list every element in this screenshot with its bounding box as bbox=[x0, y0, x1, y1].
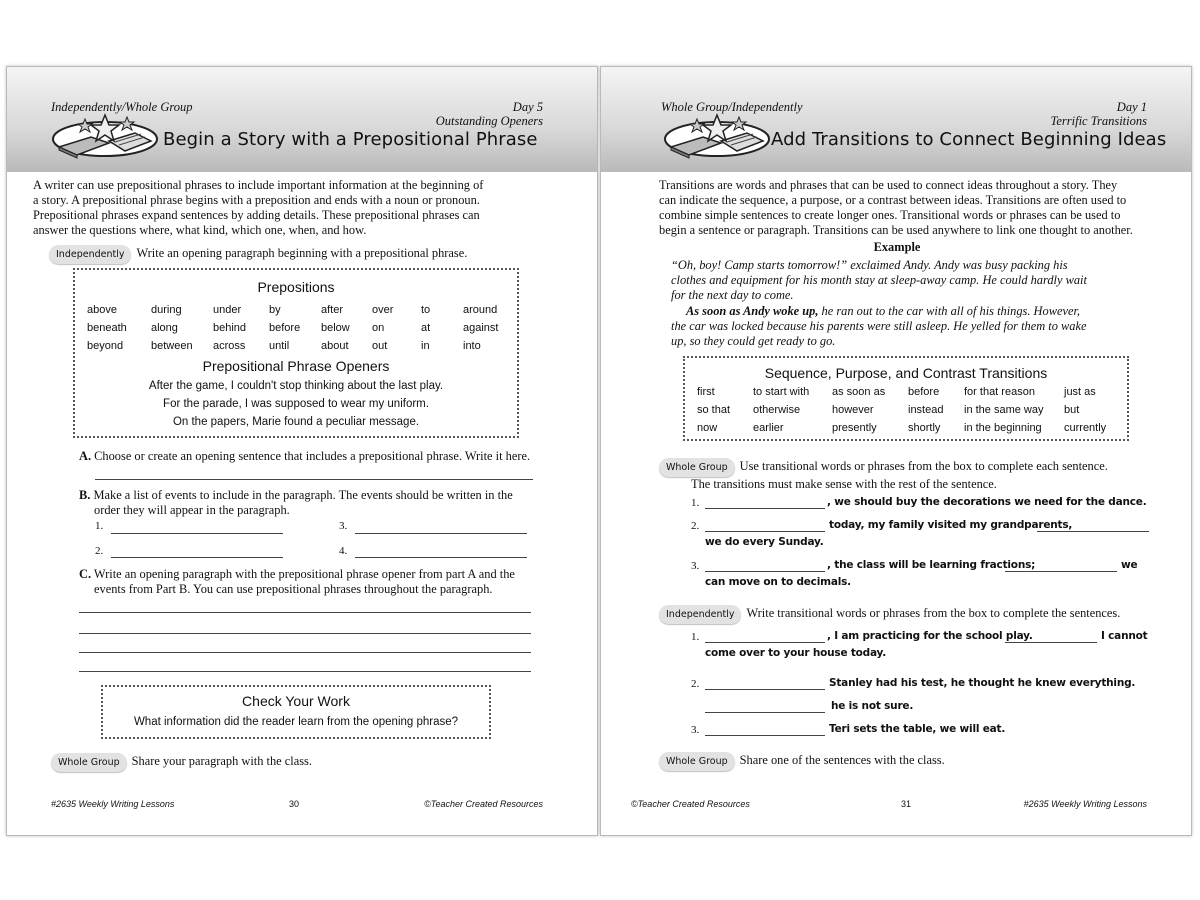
left-page bbox=[6, 66, 598, 836]
intro-paragraph bbox=[659, 178, 1179, 238]
transition-word: to start with bbox=[753, 386, 810, 398]
example-bold-transition: As soon as Andy woke up, bbox=[686, 304, 819, 318]
preposition-word: beneath bbox=[87, 322, 127, 334]
left-header bbox=[7, 67, 597, 172]
transition-word: in the beginning bbox=[964, 422, 1042, 434]
item-num: 3. bbox=[691, 560, 700, 572]
intro-line: can indicate the sequence, a purpose, or a contrast between ideas. Transitions are often used to bbox=[659, 193, 1127, 207]
preposition-word: before bbox=[269, 322, 301, 334]
example-paragraph-1 bbox=[671, 258, 1171, 303]
day-label: Day 1 bbox=[1116, 100, 1147, 114]
openers-title: Prepositional Phrase Openers bbox=[202, 358, 390, 374]
item-text: he is not sure. bbox=[831, 700, 914, 712]
whole-group-badge: Whole Group bbox=[659, 752, 735, 771]
blank-line[interactable] bbox=[1005, 642, 1097, 643]
transitions-title: Sequence, Purpose, and Contrast Transitions bbox=[764, 365, 1048, 381]
right-page bbox=[600, 66, 1192, 836]
paragraph-line[interactable] bbox=[79, 633, 531, 634]
item-num: 1. bbox=[691, 631, 700, 643]
blank-line[interactable] bbox=[705, 712, 825, 713]
preposition-word: across bbox=[213, 340, 246, 352]
footer-right: ©Teacher Created Resources bbox=[424, 799, 543, 809]
list-line[interactable] bbox=[111, 557, 283, 558]
intro-line: answer the questions where, what kind, which one, when, and how. bbox=[33, 223, 367, 237]
item-num: 1. bbox=[691, 497, 700, 509]
example-line: the car was locked because his parents were still asleep. He yelled for them to wake bbox=[671, 319, 1087, 333]
blank-line[interactable] bbox=[1005, 571, 1117, 572]
preposition-word: over bbox=[372, 304, 394, 316]
preposition-word: into bbox=[463, 340, 481, 352]
transition-word: as soon as bbox=[832, 386, 886, 398]
intro-line: Transitions are words and phrases that can be used to connect ideas throughout a story. They bbox=[659, 178, 1118, 192]
item-text: Teri sets the table, we will eat. bbox=[829, 723, 1006, 735]
unit-subtitle: Outstanding Openers bbox=[435, 114, 543, 128]
part-b-text-2: order they will appear in the paragraph. bbox=[94, 503, 290, 517]
item-text: can move on to decimals. bbox=[705, 576, 851, 588]
preposition-word: about bbox=[321, 340, 349, 352]
item-text: , the class will be learning fractions; bbox=[827, 559, 1036, 571]
day-label: Day 5 bbox=[512, 100, 543, 114]
preposition-word: between bbox=[151, 340, 193, 352]
whole-group-share bbox=[51, 753, 571, 772]
blank-line[interactable] bbox=[705, 531, 825, 532]
intro-paragraph bbox=[33, 178, 573, 238]
part-b-text: Make a list of events to include in the paragraph. The events should be written in the bbox=[93, 488, 513, 502]
intro-line: Prepositional phrases expand sentences by adding details. These prepositional phrases can bbox=[33, 208, 480, 222]
paragraph-line[interactable] bbox=[79, 652, 531, 653]
intro-line: A writer can use prepositional phrases to include important information at the beginning of bbox=[33, 178, 484, 192]
item-text: , we should buy the decorations we need for the dance. bbox=[827, 496, 1147, 508]
list-num: 1. bbox=[95, 520, 104, 532]
example-line: clothes and equipment for his month stay at sleep-away camp. He could hardly wait bbox=[671, 273, 1087, 287]
paragraph-line[interactable] bbox=[79, 612, 531, 613]
blank-line[interactable] bbox=[705, 508, 825, 509]
part-c-text-2: events from Part B. You can use prepositional phrases throughout the paragraph. bbox=[94, 582, 493, 596]
prepositions-title: Prepositions bbox=[257, 279, 335, 295]
instruction-text: Use transitional words or phrases from the box to complete each sentence. bbox=[739, 459, 1108, 473]
preposition-word: during bbox=[151, 304, 182, 316]
stars-book-logo-icon bbox=[51, 113, 159, 159]
independently-instruction bbox=[49, 245, 569, 264]
intro-line: begin a sentence or paragraph. Transitions can be used anywhere to link one thought to another. bbox=[659, 223, 1133, 237]
whole-group-share bbox=[659, 752, 1179, 771]
page-number: 30 bbox=[289, 799, 300, 809]
stars-book-logo-icon bbox=[663, 113, 771, 159]
preposition-word: beyond bbox=[87, 340, 124, 352]
prepositions-box bbox=[73, 268, 519, 438]
blank-line[interactable] bbox=[705, 735, 825, 736]
item-text: Stanley had his test, he thought he knew everything. bbox=[829, 677, 1136, 689]
transition-word: however bbox=[832, 404, 874, 416]
footer-left: #2635 Weekly Writing Lessons bbox=[51, 799, 175, 809]
blank-line[interactable] bbox=[705, 571, 825, 572]
check-your-work-box bbox=[101, 685, 491, 739]
preposition-word: behind bbox=[213, 322, 247, 334]
whole-group-badge: Whole Group bbox=[51, 753, 127, 772]
share-text: Share your paragraph with the class. bbox=[131, 754, 312, 768]
example-title: Example bbox=[873, 240, 921, 254]
preposition-word: out bbox=[372, 340, 388, 352]
item-text: today, my family visited my grandparents, bbox=[829, 519, 1073, 531]
transition-word: presently bbox=[832, 422, 877, 434]
item-num: 2. bbox=[691, 520, 700, 532]
part-c-text: Write an opening paragraph with the prepositional phrase opener from part A and the bbox=[93, 567, 515, 581]
preposition-word: on bbox=[372, 322, 385, 334]
instruction-text: Write transitional words or phrases from the box to complete the sentences. bbox=[746, 606, 1121, 620]
independently-instruction bbox=[659, 605, 1189, 624]
instruction-text: Write an opening paragraph beginning with a prepositional phrase. bbox=[136, 246, 468, 260]
page-number: 31 bbox=[901, 799, 912, 809]
part-c bbox=[79, 567, 579, 597]
example-line: for the next day to come. bbox=[671, 288, 794, 302]
independently-badge: Independently bbox=[49, 245, 131, 264]
intro-line: a story. A prepositional phrase begins with a preposition and ends with a noun or pronoun. bbox=[33, 193, 480, 207]
transition-word: instead bbox=[908, 404, 944, 416]
part-b-letter: B. bbox=[79, 488, 91, 502]
example-paragraph-2 bbox=[671, 304, 1181, 349]
instruction-text-2: The transitions must make sense with the rest of the sentence. bbox=[691, 477, 997, 491]
transition-word: shortly bbox=[908, 422, 941, 434]
part-b bbox=[79, 488, 579, 518]
transition-word: for that reason bbox=[964, 386, 1035, 398]
list-num: 4. bbox=[339, 545, 348, 557]
transition-word: in the same way bbox=[964, 404, 1044, 416]
transition-word: currently bbox=[1064, 422, 1107, 434]
footer-left: ©Teacher Created Resources bbox=[631, 799, 750, 809]
opener-example: For the parade, I was supposed to wear my uniform. bbox=[163, 398, 429, 410]
check-title: Check Your Work bbox=[242, 693, 350, 709]
preposition-word: against bbox=[463, 322, 499, 334]
opener-example: On the papers, Marie found a peculiar message. bbox=[172, 416, 420, 428]
check-question: What information did the reader learn from the opening phrase? bbox=[133, 716, 459, 728]
transitions-box bbox=[683, 356, 1129, 441]
page-title: Begin a Story with a Prepositional Phrase bbox=[163, 129, 538, 150]
list-line[interactable] bbox=[355, 557, 527, 558]
whole-group-instruction bbox=[659, 458, 1189, 492]
answer-line[interactable] bbox=[95, 479, 533, 480]
transition-word: just as bbox=[1064, 386, 1096, 398]
share-text: Share one of the sentences with the class. bbox=[739, 753, 945, 767]
preposition-word: above bbox=[87, 304, 117, 316]
example-line: up, so they could get ready to go. bbox=[671, 334, 836, 348]
blank-line[interactable] bbox=[705, 689, 825, 690]
list-line[interactable] bbox=[111, 533, 283, 534]
part-a bbox=[79, 449, 579, 464]
opener-example: After the game, I couldn't stop thinking about the last play. bbox=[148, 380, 444, 392]
part-c-letter: C. bbox=[79, 567, 92, 581]
group-label: Whole Group/Independently bbox=[661, 100, 803, 114]
group-label: Independently/Whole Group bbox=[51, 100, 193, 114]
right-header bbox=[601, 67, 1191, 172]
item-text: we do every Sunday. bbox=[705, 536, 824, 548]
item-text: come over to your house today. bbox=[705, 647, 886, 659]
transition-word: but bbox=[1064, 404, 1080, 416]
blank-line[interactable] bbox=[705, 642, 825, 643]
preposition-word: along bbox=[151, 322, 178, 334]
preposition-word: at bbox=[421, 322, 431, 334]
item-text: I cannot bbox=[1101, 630, 1148, 642]
preposition-word: in bbox=[421, 340, 430, 352]
transition-word: so that bbox=[697, 404, 731, 416]
whole-group-badge: Whole Group bbox=[659, 458, 735, 477]
part-a-text: Choose or create an opening sentence that includes a prepositional phrase. Write it here. bbox=[94, 449, 531, 463]
unit-subtitle: Terrific Transitions bbox=[1050, 114, 1147, 128]
preposition-word: until bbox=[269, 340, 290, 352]
part-a-letter: A. bbox=[79, 449, 92, 463]
example-line: “Oh, boy! Camp starts tomorrow!” exclaimed Andy. Andy was busy packing his bbox=[671, 258, 1068, 272]
preposition-word: to bbox=[421, 304, 431, 316]
transition-word: before bbox=[908, 386, 940, 398]
item-num: 3. bbox=[691, 724, 700, 736]
list-line[interactable] bbox=[355, 533, 527, 534]
list-num: 3. bbox=[339, 520, 348, 532]
independently-badge: Independently bbox=[659, 605, 741, 624]
page-title: Add Transitions to Connect Beginning Ideas bbox=[771, 129, 1167, 150]
blank-line[interactable] bbox=[1037, 531, 1149, 532]
example-line: he ran out to the car with all of his things. However, bbox=[818, 304, 1081, 318]
preposition-word: below bbox=[321, 322, 350, 334]
list-num: 2. bbox=[95, 545, 104, 557]
paragraph-line[interactable] bbox=[79, 671, 531, 672]
footer-right: #2635 Weekly Writing Lessons bbox=[1023, 799, 1147, 809]
item-text: , I am practicing for the school play. bbox=[827, 630, 1033, 642]
transition-word: now bbox=[697, 422, 718, 434]
preposition-word: around bbox=[463, 304, 498, 316]
transition-word: earlier bbox=[753, 422, 784, 434]
preposition-word: by bbox=[269, 304, 281, 316]
item-num: 2. bbox=[691, 678, 700, 690]
transition-word: first bbox=[697, 386, 715, 398]
item-text: we bbox=[1121, 559, 1138, 571]
preposition-word: after bbox=[321, 304, 344, 316]
preposition-word: under bbox=[213, 304, 242, 316]
intro-line: combine simple sentences to create longer ones. Transitional words or phrases can be used to bbox=[659, 208, 1121, 222]
transition-word: otherwise bbox=[753, 404, 801, 416]
